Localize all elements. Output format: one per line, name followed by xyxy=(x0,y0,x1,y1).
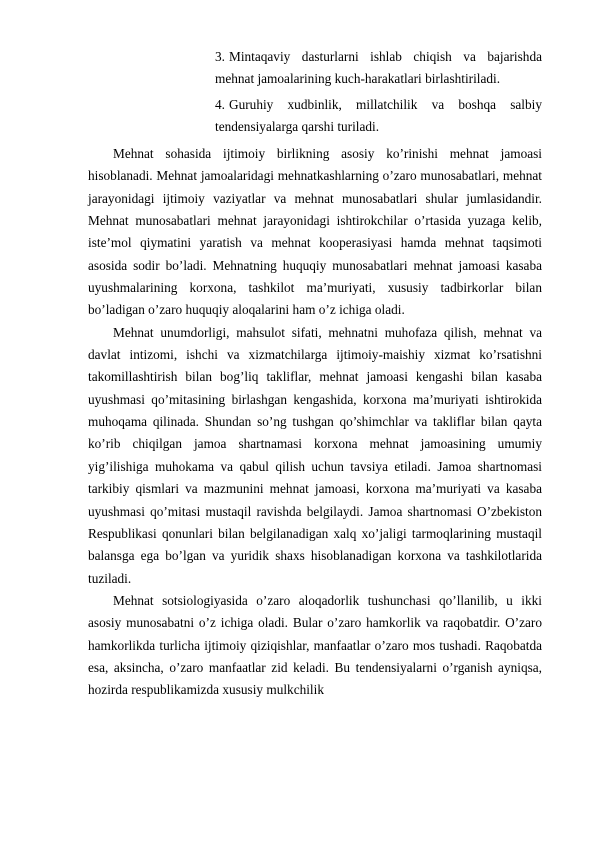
list-item-3 xyxy=(215,46,542,90)
body-text xyxy=(88,143,542,702)
list-item-number: 3. xyxy=(215,49,225,64)
list-item-text: Mintaqaviy dasturlarni ishlab chiqish va bajarishda mehnat jamoalarining kuch-harakatlari birlashtiriladi. xyxy=(215,49,542,86)
paragraph-2: Mehnat unumdorligi, mahsulot sifati, mehnatni muhofaza qilish, mehnat va davlat intizomi, ishchi va xizmatchilarga ijtimoiy-maishiy xizmat ko’rsatishni takomillashtirish bilan bog’liq takliflar, mehnat jamoasi kengashi bilan kasaba uyushmasi qo’mitasining birlashgan kengashida, korxona ma’muriyati ishtirokida muhoqama qilinada. Shundan so’ng tushgan qo’shimchlar va takliflar bilan qayta ko’rib chiqilgan jamoa shartnamasi korxona mehnat jamoasining umumiy yig’ilishiga muhokama va qabul qilish uchun tavsiya etiladi. Jamoa shartnomasi tarkibiy qismlari va mazmunini mehnat jamoasi, korxona ma’muriyati va kasaba uyushmasi qo’mitasi mustaqil ravishda belgilaydi. Jamoa shartnomasi O’zbekiston Respublikasi qonunlari bilan belgilanadigan xalq xo’jaligi tarmoqlarining mustaqil balansga ega bo’lgan va yuridik shaxs hisoblanadigan korxona va tashkilotlarida tuziladi. xyxy=(88,324,542,586)
list-item-4 xyxy=(215,94,542,138)
paragraph-3: Mehnat sotsiologiyasida o’zaro aloqadorlik tushunchasi qo’llanilib, u ikki asosiy munosabatni o’z ichiga oladi. Bular o’zaro hamkorlik va raqobatdir. O’zaro hamkorlikda turlicha ijtimoiy qiziqishlar, manfaatlar o’zaro mos tushadi. Raqobatda esa, aksincha, o’zaro manfaatlar zid keladi. Bu tendensiyalarni o’rganish ayniqsa, hozirda respublikamizda xususiy mulkchilik xyxy=(88,592,542,698)
list-item-number: 4. xyxy=(215,97,225,112)
list-item-text: Guruhiy xudbinlik, millatchilik va boshqa salbiy tendensiyalarga qarshi turiladi. xyxy=(215,97,542,134)
paragraph-1: Mehnat sohasida ijtimoiy birlikning asosiy ko’rinishi mehnat jamoasi hisoblanadi. Mehnat jamoalaridagi mehnatkashlarning o’zaro munosabatlari, mehnat jarayonidagi ijtimoiy vaziyatlar va mehnat munosabatlari shular jumlasidandir. Mehnat munosabatlari mehnat jarayonidagi ishtirokchilar o’rtasida yuzaga kelib, iste’mol qiymatini yaratish va mehnat kooperasiyasi hamda mehnat taqsimoti asosida sodir bo’ladi. Mehnatning huquqiy munosabatlari mehnat jamoasi kasaba uyushmalarining korxona, tashkilot ma’muriyati, xususiy tadbirkorlar bilan bo’ladigan o’zaro huquqiy aloqalarini ham o’z ichiga oladi. xyxy=(88,146,542,318)
